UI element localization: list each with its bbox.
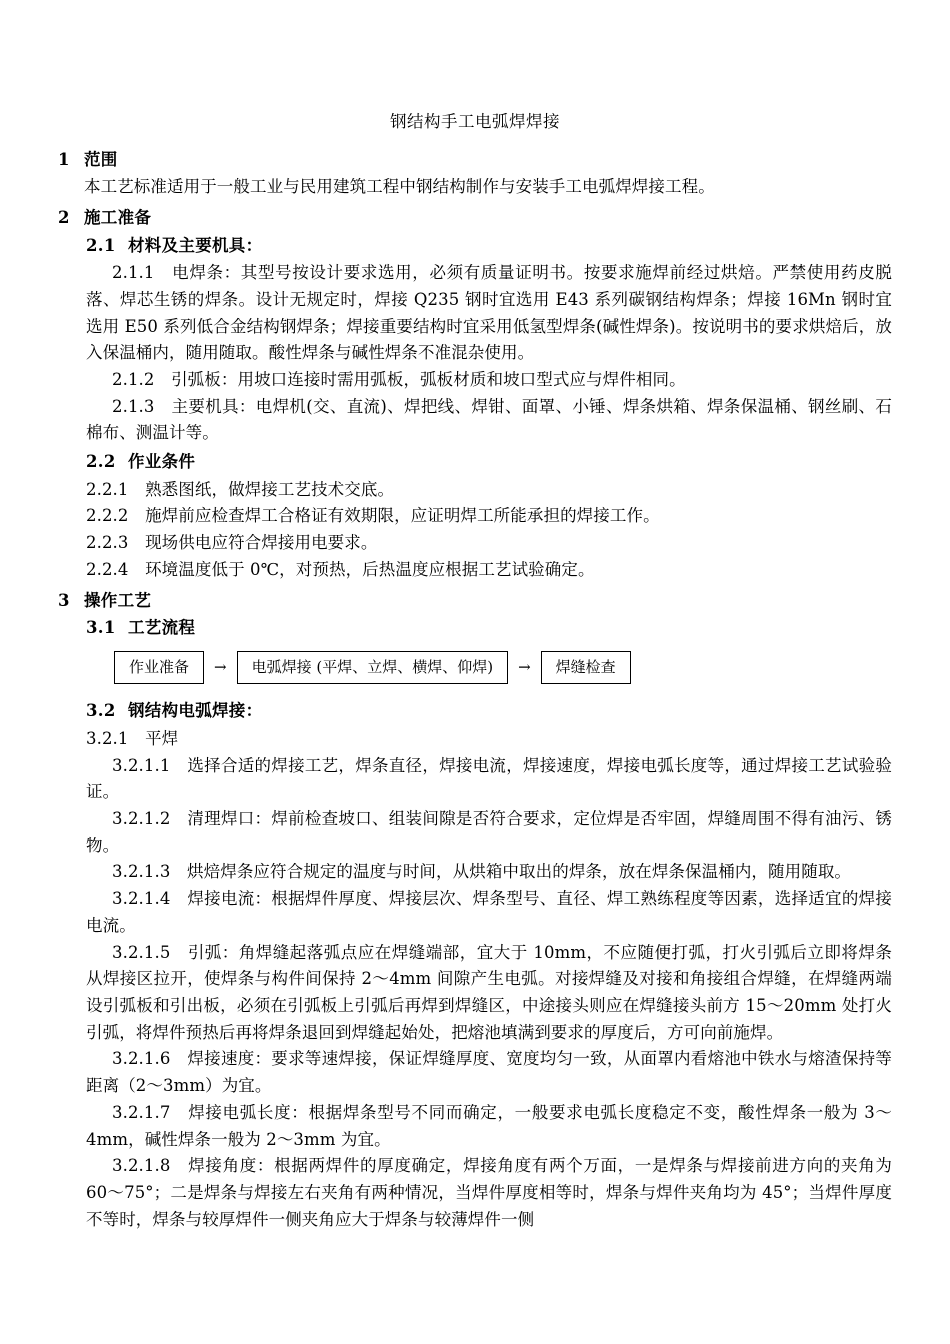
- paragraph-2-2-4: 2.2.4 环境温度低于 0℃，对预热，后热温度应根据工艺试验确定。: [86, 559, 595, 579]
- paragraph-3-2-1: 3.2.1 平焊: [86, 728, 179, 748]
- section-heading-2: [58, 205, 892, 231]
- paragraph-3-2-1-2: 3.2.1.2 清理焊口：焊前检查坡口、组装间隙是否符合要求，定位焊是否牢固，焊缝周围不得有油污、锈物。: [86, 808, 892, 855]
- flow-box-arc-welding: 电弧焊接 (平焊、立焊、横焊、仰焊): [237, 651, 508, 685]
- paragraph-3-2-1-8: 3.2.1.8 焊接角度：根据两焊件的厚度确定，焊接角度有两个万面，一是焊条与焊接前进方向的夹角为 60～75°；二是焊条与焊接左右夹角有两种情况，当焊件厚度相等时，焊条与焊件夹角均为 45°；当焊件厚度不等时，焊条与较厚焊件一侧夹角应大于焊条与较薄焊件一侧: [86, 1156, 892, 1229]
- flow-box-weld-inspection: 焊缝检查: [541, 651, 631, 685]
- page-title: 钢结构手工电弧焊焊接: [390, 112, 560, 131]
- section-number-1: 1: [58, 149, 70, 169]
- section-number-2: 2: [58, 208, 70, 228]
- paragraph-2-2-3: 2.2.3 现场供电应符合焊接用电要求。: [86, 533, 378, 553]
- paragraph-3-2-1-1: 3.2.1.1 选择合适的焊接工艺，焊条直径，焊接电流，焊接速度，焊接电弧长度等，通过焊接工艺试验验证。: [86, 755, 892, 802]
- section-title-1: 范围: [84, 149, 118, 169]
- subsection-heading-3-2: [58, 698, 892, 724]
- paragraph-3-2-1-4: 3.2.1.4 焊接电流：根据焊件厚度、焊接层次、焊条型号、直径、焊工熟练程度等因素，选择适宜的焊接电流。: [86, 889, 892, 935]
- subsection-heading-2-1: [58, 233, 892, 259]
- section-title-2: 施工准备: [84, 208, 152, 228]
- subsection-heading-2-2: [58, 449, 892, 475]
- paragraph-3-2-1-3: 3.2.1.3 烘焙焊条应符合规定的温度与时间，从烘箱中取出的焊条，放在焊条保温桶内，随用随取。: [112, 862, 852, 882]
- subsection-number-3-2: 3.2: [86, 701, 116, 721]
- paragraph-2-1-1: 2.1.1 电焊条：其型号按设计要求选用，必须有质量证明书。按要求施焊前经过烘焙。严禁使用药皮脱落、焊芯生锈的焊条。设计无规定时，焊接 Q235 钢时宜选用 E43 系列碳钢结构焊条；焊接 16Mn 钢时宜选用 E50 系列低合金结构钢焊条；焊接重要结构时宜采用低氢型焊条(碱性焊条)。按说明书的要求烘焙后，放入保温桶内，随用随取。酸性焊条与碱性焊条不准混杂使用。: [86, 263, 892, 363]
- subsection-title-2-1: 材料及主要机具：: [128, 235, 263, 255]
- subsection-number-3-1: 3.1: [86, 618, 116, 638]
- section-number-3: 3: [58, 590, 70, 610]
- subsection-number-2-1: 2.1: [86, 235, 116, 255]
- flow-box-preparation: 作业准备: [114, 651, 204, 685]
- paragraph-2-1-3: 2.1.3 主要机具：电焊机(交、直流)、焊把线、焊钳、面罩、小锤、焊条烘箱、焊条保温桶、钢丝刷、石棉布、测温计等。: [86, 396, 892, 443]
- process-flow-diagram: [58, 651, 892, 685]
- paragraph-1-1: 本工艺标准适用于一般工业与民用建筑工程中钢结构制作与安装手工电弧焊焊接工程。: [84, 177, 715, 197]
- subsection-title-3-2: 钢结构电弧焊接：: [128, 701, 263, 721]
- paragraph-2-2-2: 2.2.2 施焊前应检查焊工合格证有效期限，应证明焊工所能承担的焊接工作。: [86, 506, 660, 526]
- section-heading-1: [58, 147, 892, 173]
- paragraph-3-2-1-5: 3.2.1.5 引弧：角焊缝起落弧点应在焊缝端部，宜大于 10mm，不应随便打弧，打火引弧后立即将焊条从焊接区拉开，使焊条与构件间保持 2～4mm 间隙产生电弧。对接焊缝及对接和角接组合焊缝，在焊缝两端设引弧板和引出板，必须在引弧板上引弧后再焊到焊缝区，中途接头则应在焊缝接头前方 15～20mm 处打火引弧，将焊件预热后再将焊条退回到焊缝起始处，把熔池填满到要求的厚度后，方可向前施焊。: [86, 942, 892, 1042]
- flow-arrow-1: →: [214, 658, 227, 676]
- paragraph-3-2-1-7: 3.2.1.7 焊接电弧长度：根据焊条型号不同而确定，一般要求电弧长度稳定不变，酸性焊条一般为 3～4mm，碱性焊条一般为 2～3mm 为宜。: [86, 1102, 892, 1149]
- section-title-3: 操作工艺: [84, 590, 152, 610]
- subsection-title-3-1: 工艺流程: [128, 618, 196, 638]
- paragraph-2-2-1: 2.2.1 熟悉图纸，做焊接工艺技术交底。: [86, 479, 395, 499]
- section-heading-3: [58, 588, 892, 614]
- paragraph-3-2-1-6: 3.2.1.6 焊接速度：要求等速焊接，保证焊缝厚度、宽度均匀一致，从面罩内看熔池中铁水与熔渣保持等距离（2～3mm）为宜。: [86, 1049, 892, 1096]
- subsection-title-2-2: 作业条件: [128, 452, 196, 472]
- flow-arrow-2: →: [518, 658, 531, 676]
- subsection-heading-3-1: [58, 615, 892, 641]
- subsection-number-2-2: 2.2: [86, 452, 116, 472]
- paragraph-2-1-2: 2.1.2 引弧板：用坡口连接时需用弧板，弧板材质和坡口型式应与焊件相同。: [112, 370, 686, 390]
